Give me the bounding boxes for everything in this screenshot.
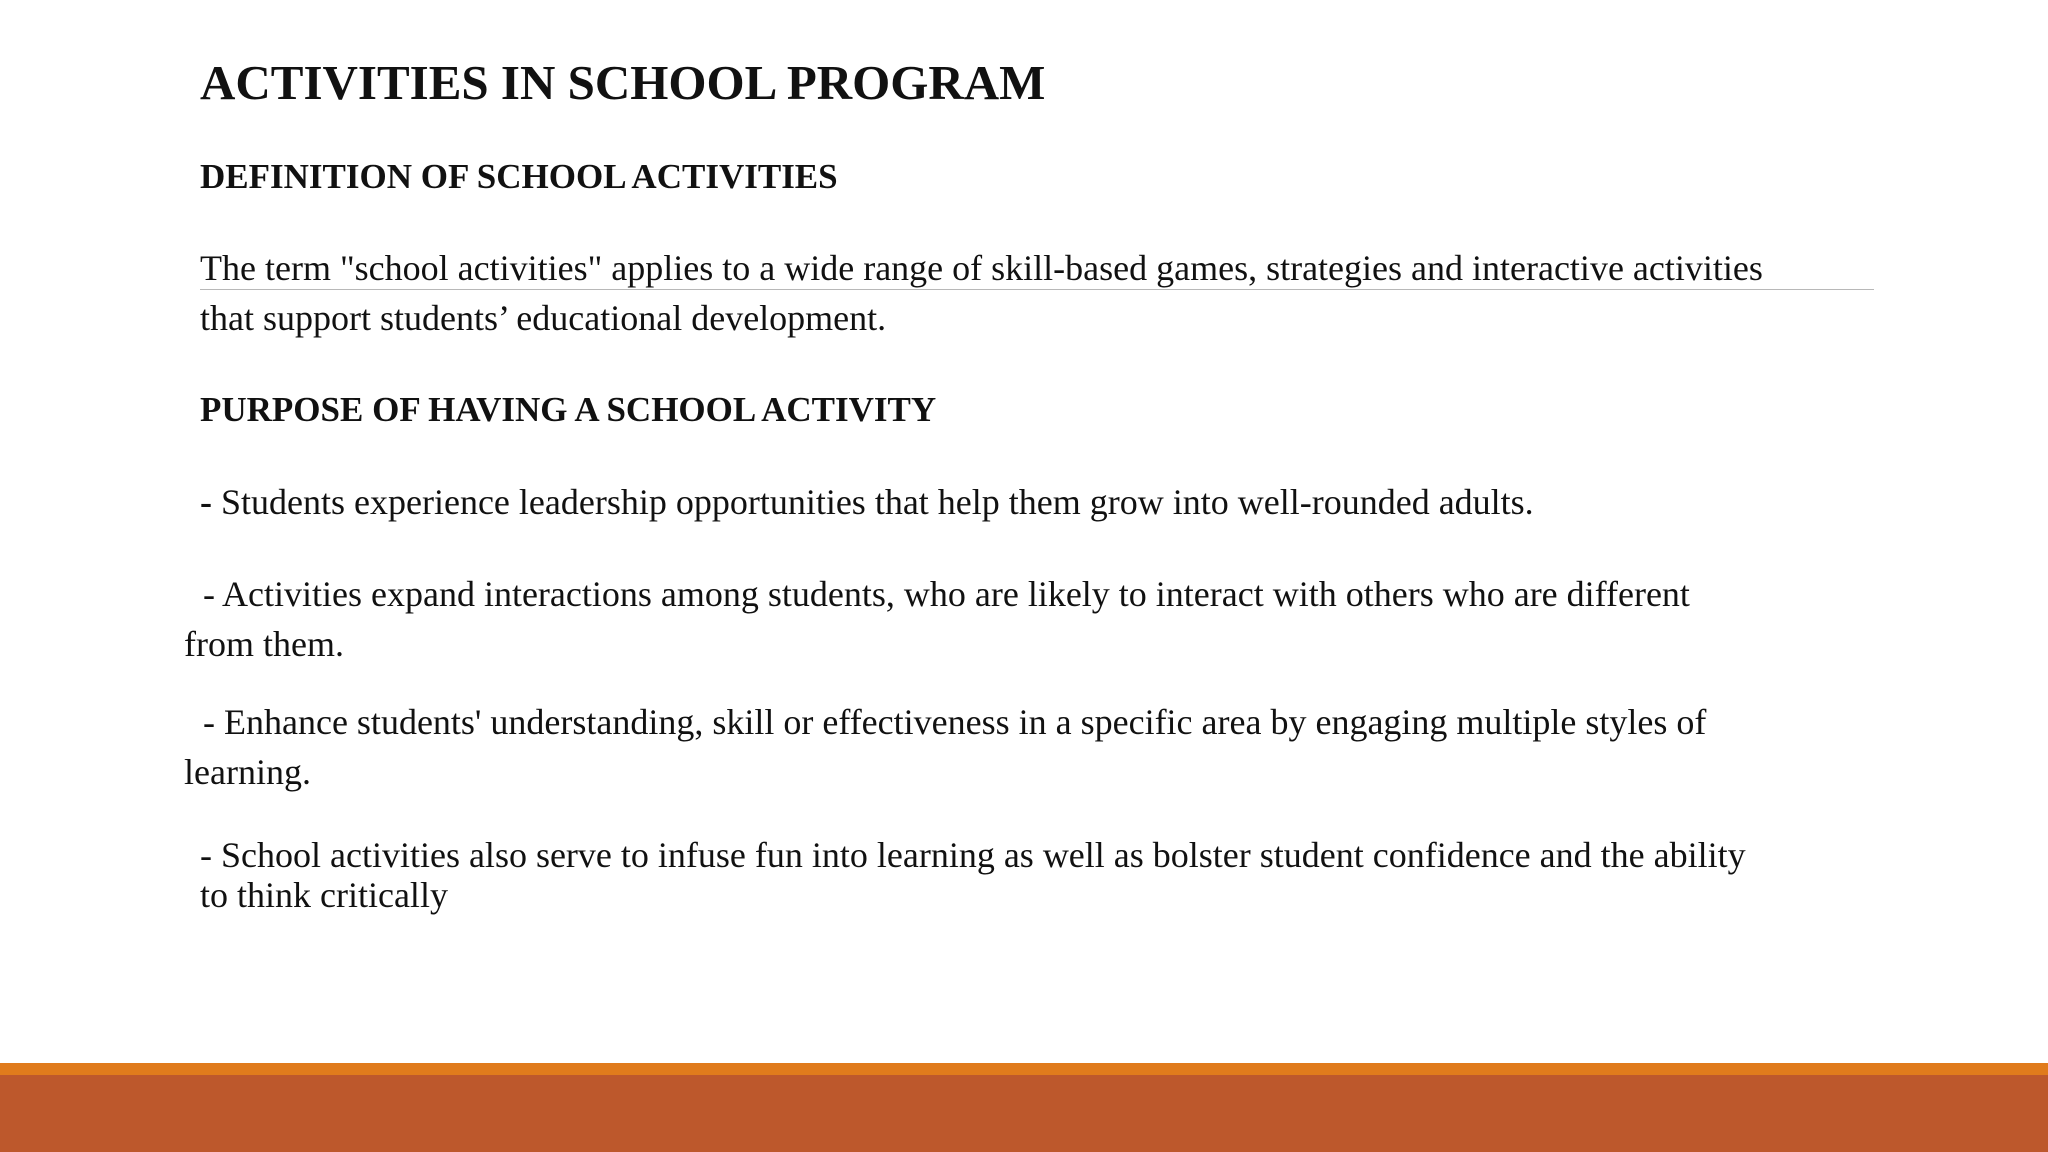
bullet-text: Activities expand interactions among students, who are likely to interact with others who are different: [222, 574, 1690, 614]
bullet-marker: -: [203, 702, 215, 742]
bullet-marker: -: [200, 835, 212, 875]
bullet-line: from them.: [184, 624, 344, 664]
bullet-line: [200, 477, 1534, 527]
definition-heading: DEFINITION OF SCHOOL ACTIVITIES: [200, 157, 838, 196]
purpose-bullet: [200, 835, 1746, 915]
bullet-marker: -: [200, 482, 212, 522]
bullet-marker: -: [203, 574, 215, 614]
bullet-text: School activities also serve to infuse fun into learning as well as bolster student confidence and the ability: [221, 835, 1746, 875]
bullet-text: Enhance students' understanding, skill or effectiveness in a specific area by engaging multiple styles of: [224, 702, 1707, 742]
definition-line: that support students’ educational development.: [200, 298, 887, 338]
purpose-bullet: [184, 569, 1690, 669]
footer-accent-band: [0, 1063, 2048, 1075]
footer-band: [0, 1075, 2048, 1152]
bullet-line: [200, 835, 1746, 875]
slide-title: ACTIVITIES IN SCHOOL PROGRAM: [200, 55, 1046, 110]
bullet-line: [184, 569, 1690, 619]
bullet-line: learning.: [184, 752, 311, 792]
definition-line: The term "school activities" applies to a wide range of skill-based games, strategies and interactive activities: [200, 248, 1763, 288]
bullet-text: Students experience leadership opportunities that help them grow into well-rounded adults.: [221, 482, 1534, 522]
purpose-heading: PURPOSE OF HAVING A SCHOOL ACTIVITY: [200, 390, 937, 429]
underline-rule: [200, 289, 1874, 290]
definition-paragraph: [200, 243, 1763, 343]
purpose-bullet: [184, 697, 1706, 797]
bullet-line: [184, 697, 1706, 747]
bullet-line: to think critically: [200, 875, 448, 915]
purpose-bullet: [200, 477, 1534, 527]
